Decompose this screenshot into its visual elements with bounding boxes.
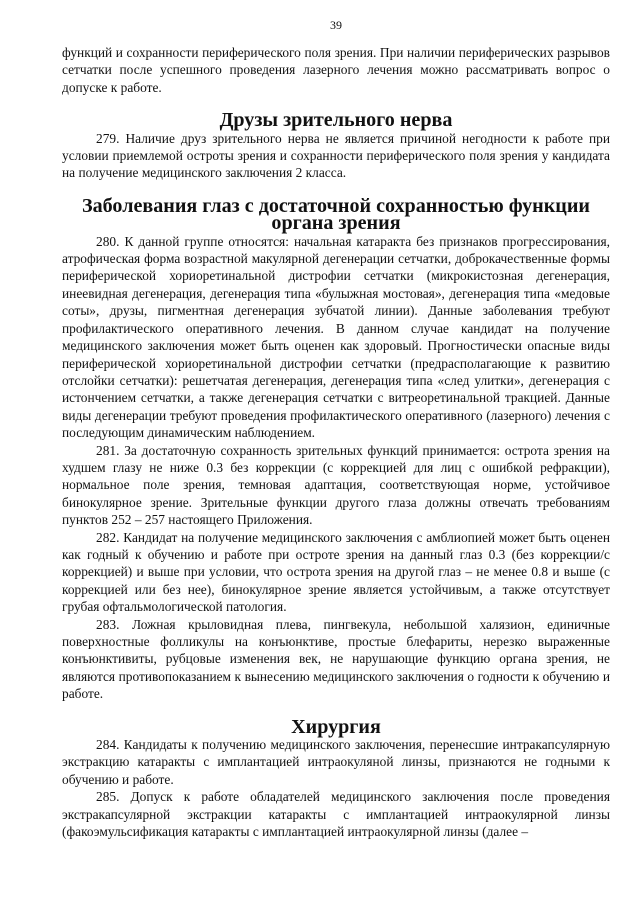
section-heading-eye-diseases: Заболевания глаз с достаточной сохранностью функции органа зрения bbox=[82, 194, 590, 235]
paragraph-279: 279. Наличие друз зрительного нерва не является причиной негодности к работе при условии приемлемой остроты зрения и сохранности периферического поля зрения у кандидата на получение медицинского заключения 2 класса. bbox=[62, 130, 610, 181]
section-heading-surgery: Хирургия bbox=[291, 715, 381, 738]
paragraph-280: 280. К данной группе относятся: начальная катаракта без признаков прогрессирования, атрофическая форма возрастной макулярной дегенерации сетчатки, доброкачественные формы периферической хориоретинальной дистрофии сетчатки (микрокистозная дегенерация, инеевидная дегенерация, дегенерация типа «булыжная мостовая», дегенерация типа «медовые соты», друзы, пигментная дегенерация зубчатой линии). Данные заболевания требуют профилактического оперативного лечения. В данном случае кандидат на получение медицинского заключения может быть оценен как здоровый. Прогностически опасные виды периферической хориоретинальной дистрофии сетчатки (предрасполагающие к развитию отслойки сетчатки): решетчатая дегенерация, дегенерация типа «след улитки», дегенерация с истончением сетчатки, а также дегенерация сетчатки с витреоретинальной тракцией. Данные виды дегенерации требуют проведения профилактического оперативного (лазерного) лечения с последующим динамическим наблюдением. bbox=[62, 233, 610, 441]
paragraph-284: 284. Кандидаты к получению медицинского заключения, перенесшие интракапсулярную экстракцию катаракты с имплантацией интраокуляной линзы, признаются не годными к обучению и работе. bbox=[62, 737, 610, 787]
document-body bbox=[62, 44, 610, 840]
paragraph-283: 283. Ложная крыловидная плева, пингвекула, небольшой халязион, единичные поверхностные фолликулы на конъюнктиве, простые блефариты, нерезко выраженные конъюнктивиты, рубцовые изменения век, не нарушающие функцию органа зрения, не являются противопоказанием к вынесению медицинского заключения о годности к обучению и работе. bbox=[62, 616, 610, 702]
section-heading-optic-drusen: Друзы зрительного нерва bbox=[219, 109, 453, 132]
continuation-paragraph: функций и сохранности периферического поля зрения. При наличии периферических разрывов сетчатки после успешного проведения лазерного лечения можно рассматривать вопрос о допуске к работе. bbox=[62, 45, 610, 95]
paragraph-282: 282. Кандидат на получение медицинского заключения с амблиопией может быть оценен как годный к обучению и работе при остроте зрения на данный глаз 0.3 (без коррекции/с коррекцией) и выше при условии, что острота зрения на другой глаз – не менее 0.8 и выше (с коррекцией или без нее), бинокулярное зрение является устойчивым, а также отсутствует грубая офтальмологической патология. bbox=[62, 529, 610, 615]
paragraph-281: 281. За достаточную сохранность зрительных функций принимается: острота зрения на худшем глазу не ниже 0.3 без коррекции (с коррекцией для лиц с ошибкой рефракции), нормальное поле зрения, темновая адаптация, соответствующая норме, устойчивое бинокулярное зрение. Зрительные функции другого глаза должны отвечать требованиям пунктов 252 – 257 настоящего Приложения. bbox=[62, 442, 610, 528]
paragraph-285: 285. Допуск к работе обладателей медицинского заключения после проведения экстракапсулярной экстракции катаракты с имплантацией интраокулярной линзы (факоэмульсификация катаракты с имплантацией интраокулярной линзы (далее – bbox=[62, 789, 610, 840]
page-number: 39 bbox=[330, 18, 342, 32]
